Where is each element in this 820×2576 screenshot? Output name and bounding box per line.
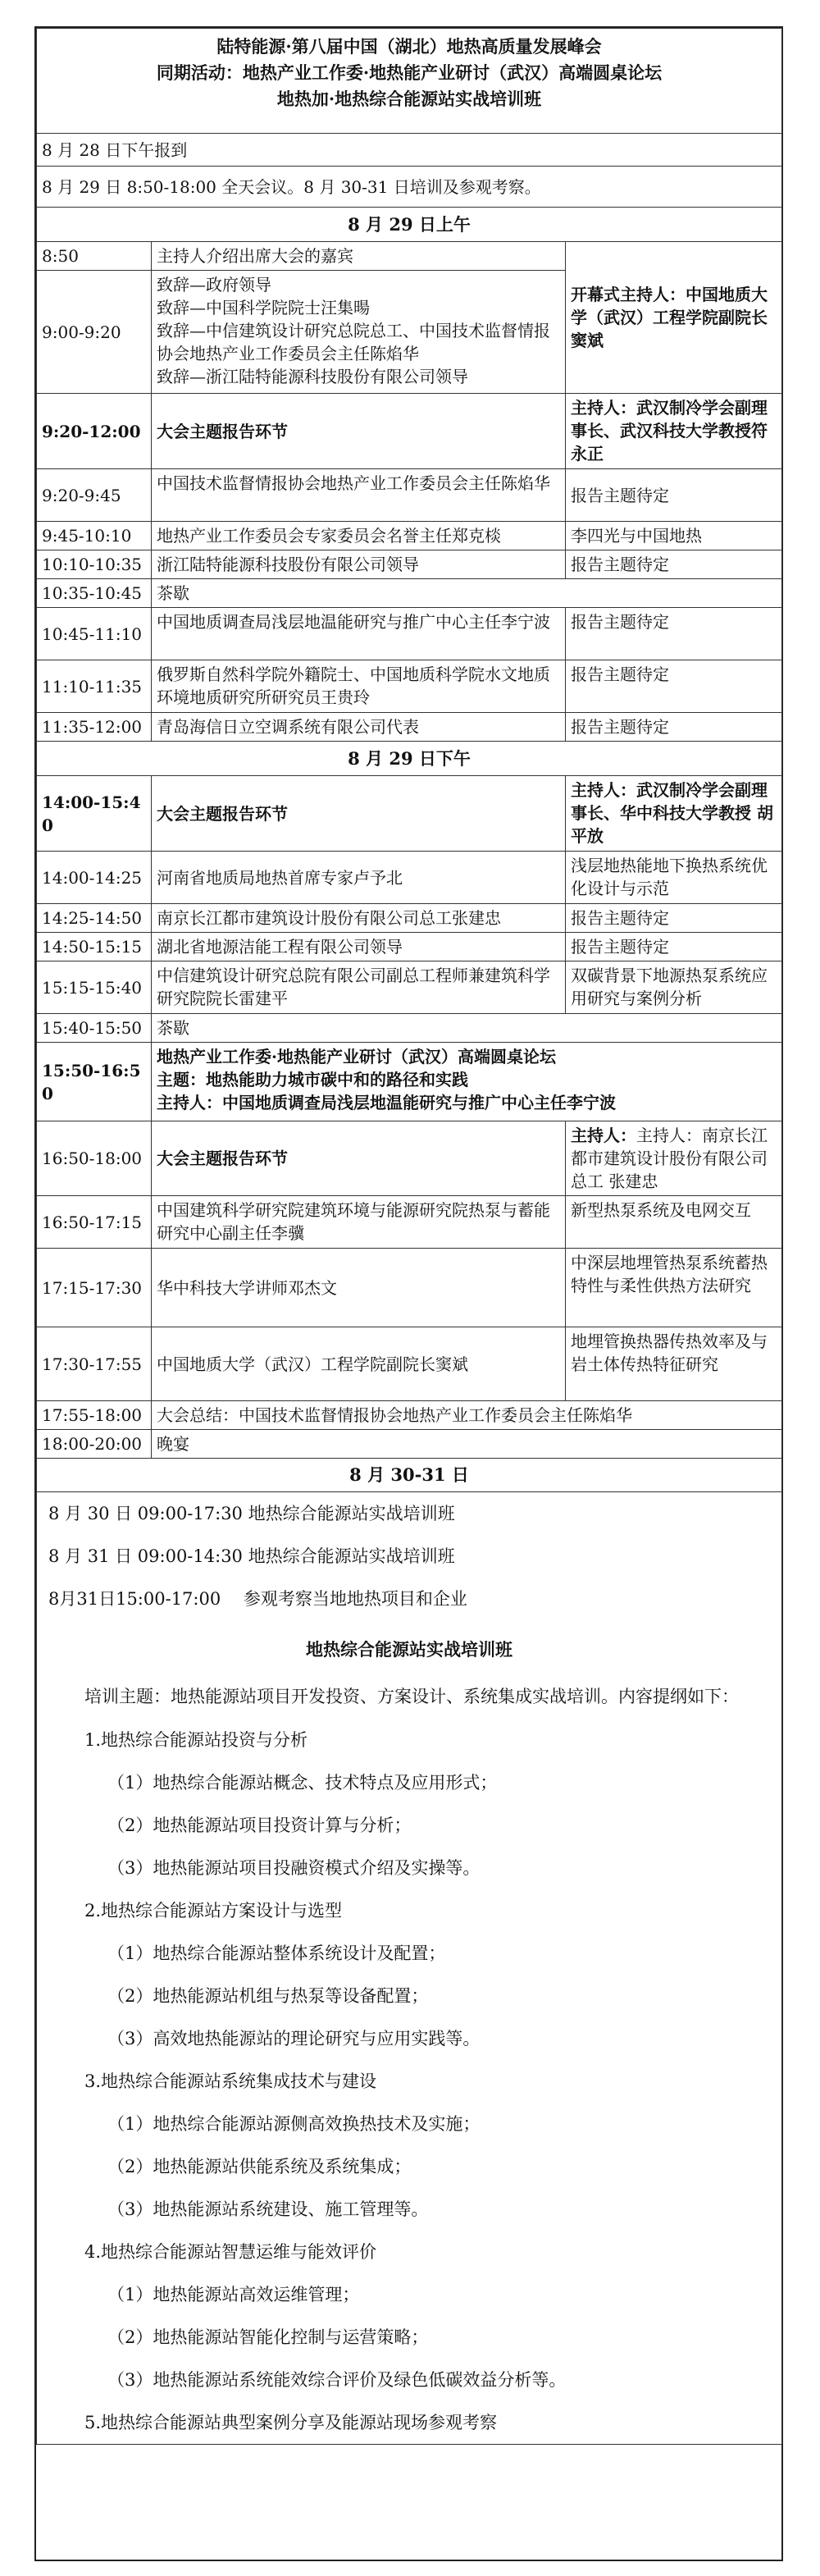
agenda-table — [36, 28, 782, 2445]
content-cell: 大会主题报告环节 — [152, 394, 566, 469]
agenda-document — [34, 26, 783, 2561]
topic-cell: 新型热泵系统及电网交互 — [566, 1196, 782, 1249]
content-cell: 中国技术监督情报协会地热产业工作委员会主任陈焰华 — [152, 469, 566, 522]
content-cell: 河南省地质局地热首席专家卢予北 — [152, 852, 566, 904]
content-cell: 致辞—政府领导 致辞—中国科学院院士汪集暘 致辞—中信建筑设计研究总院总工、中国技术监督情报协会地热产业工作委员会主任陈焰华 致辞—浙江陆特能源科技股份有限公司领导 — [152, 271, 566, 394]
time-cell: 14:00-14:25 — [37, 852, 152, 904]
topic-cell: 报告主题待定 — [566, 608, 782, 660]
time-cell: 10:35-10:45 — [37, 579, 152, 608]
outline-item: （3）地热能源站系统建设、施工管理等。 — [107, 2199, 429, 2219]
content-cell: 中国建筑科学研究院建筑环境与能源研究院热泵与蓄能研究中心副主任李骥 — [152, 1196, 566, 1249]
content-cell: 湖北省地源洁能工程有限公司领导 — [152, 933, 566, 961]
content-cell: 俄罗斯自然科学院外籍院士、中国地质科学院水文地质环境地质研究所研究员王贵玲 — [152, 660, 566, 713]
content-cell: 中国地质大学（武汉）工程学院副院长窦斌 — [152, 1327, 566, 1401]
forum-theme: 主题：地热能助力城市碳中和的路径和实践 — [157, 1070, 468, 1089]
topic-cell: 报告主题待定 — [566, 469, 782, 522]
outline-item: （2）地热能源站项目投资计算与分析； — [107, 1816, 412, 1835]
outline-item: （3）地热能源站项目投融资模式介绍及实操等。 — [107, 1858, 481, 1878]
topic-cell: 报告主题待定 — [566, 904, 782, 933]
content-cell: 地热产业工作委员会专家委员会名誉主任郑克棪 — [152, 522, 566, 550]
training-intro: 培训主题：地热能源站项目开发投资、方案设计、系统集成实战培训。内容提纲如下： — [84, 1687, 739, 1706]
content-cell: 茶歇 — [152, 579, 782, 608]
time-cell: 14:00-15:40 — [37, 776, 152, 852]
schedule-line: 8月31日15:00-17:00 参观考察当地地热项目和企业 — [48, 1589, 467, 1609]
time-cell: 14:25-14:50 — [37, 904, 152, 933]
time-cell: 16:50-18:00 — [37, 1121, 152, 1196]
topic-cell: 报告主题待定 — [566, 550, 782, 579]
content-cell: 大会总结：中国技术监督情报协会地热产业工作委员会主任陈焰华 — [152, 1401, 782, 1430]
forum-title: 地热产业工作委·地热能产业研讨（武汉）高端圆桌论坛 — [157, 1047, 556, 1066]
time-cell: 9:20-9:45 — [37, 469, 152, 522]
content-cell: 中国地质调查局浅层地温能研究与推广中心主任李宁波 — [152, 608, 566, 660]
outline-item: （2）地热能源站机组与热泵等设备配置； — [107, 1986, 429, 2006]
outline-item: （2）地热能源站智能化控制与运营策略； — [107, 2327, 429, 2347]
time-cell: 10:45-11:10 — [37, 608, 152, 660]
time-cell: 15:15-15:40 — [37, 961, 152, 1014]
header-subtitle: 同期活动：地热产业工作委·地热能产业研讨（武汉）高端圆桌论坛 — [156, 62, 663, 83]
content-cell: 主持人介绍出席大会的嘉宾 — [152, 242, 566, 271]
forum-host: 主持人：中国地质调查局浅层地温能研究与推广中心主任李宁波 — [157, 1093, 616, 1112]
header-cell — [37, 29, 782, 134]
topic-cell: 李四光与中国地热 — [566, 522, 782, 550]
time-cell: 9:45-10:10 — [37, 522, 152, 550]
content-cell: 南京长江都市建筑设计股份有限公司总工张建忠 — [152, 904, 566, 933]
time-cell: 9:20-12:00 — [37, 394, 152, 469]
schedule-line: 8 月 31 日 09:00-14:30 地热综合能源站实战培训班 — [48, 1546, 455, 1566]
content-cell: 浙江陆特能源科技股份有限公司领导 — [152, 550, 566, 579]
topic-cell: 报告主题待定 — [566, 660, 782, 713]
outline-item: （1）地热综合能源站源侧高效换热技术及实施； — [107, 2114, 481, 2134]
topic-cell: 中深层地埋管热泵系统蓄热特性与柔性供热方法研究 — [566, 1249, 782, 1327]
time-cell: 10:10-10:35 — [37, 550, 152, 579]
outline-item: （3）地热能源站系统能效综合评价及绿色低碳效益分析等。 — [107, 2370, 567, 2390]
outline-heading: 2.地热综合能源站方案设计与选型 — [84, 1901, 343, 1921]
conference-note: 8 月 29 日 8:50-18:00 全天会议。8 月 30-31 日培训及参观考察。 — [37, 167, 782, 208]
time-cell: 8:50 — [37, 242, 152, 271]
content-cell: 茶歇 — [152, 1014, 782, 1043]
host-note: 主持人：武汉制冷学会副理事长、华中科技大学教授 胡平放 — [566, 776, 782, 852]
time-cell: 17:15-17:30 — [37, 1249, 152, 1327]
section-title-training: 8 月 30-31 日 — [37, 1459, 782, 1492]
content-cell: 青岛海信日立空调系统有限公司代表 — [152, 713, 566, 742]
content-cell: 中信建筑设计研究总院有限公司副总工程师兼建筑科学研究院院长雷建平 — [152, 961, 566, 1014]
time-cell: 14:50-15:15 — [37, 933, 152, 961]
outline-heading: 1.地热综合能源站投资与分析 — [84, 1730, 308, 1750]
host-note: 主持人：主持人：南京长江都市建筑设计股份有限公司总工 张建忠 — [566, 1121, 782, 1196]
content-cell: 大会主题报告环节 — [152, 1121, 566, 1196]
outline-item: （2）地热能源站供能系统及系统集成； — [107, 2157, 412, 2176]
time-cell: 15:40-15:50 — [37, 1014, 152, 1043]
outline-item: （1）地热能源站高效运维管理； — [107, 2285, 360, 2304]
content-cell: 华中科技大学讲师邓杰文 — [152, 1249, 566, 1327]
header-title: 陆特能源·第八届中国（湖北）地热高质量发展峰会 — [216, 36, 602, 57]
time-cell: 18:00-20:00 — [37, 1430, 152, 1459]
topic-cell: 双碳背景下地源热泵系统应用研究与案例分析 — [566, 961, 782, 1014]
header-training: 地热加·地热综合能源站实战培训班 — [276, 89, 542, 109]
forum-cell — [152, 1043, 782, 1121]
outline-item: （1）地热综合能源站整体系统设计及配置； — [107, 1943, 446, 1963]
registration-note: 8 月 28 日下午报到 — [37, 134, 782, 167]
training-title: 地热综合能源站实战培训班 — [306, 1639, 512, 1660]
section-title-am: 8 月 29 日上午 — [37, 208, 782, 242]
section-title-pm: 8 月 29 日下午 — [37, 742, 782, 776]
time-cell: 17:30-17:55 — [37, 1327, 152, 1401]
content-cell: 晚宴 — [152, 1430, 782, 1459]
time-cell: 17:55-18:00 — [37, 1401, 152, 1430]
host-note: 主持人：武汉制冷学会副理事长、武汉科技大学教授符永正 — [566, 394, 782, 469]
time-cell: 16:50-17:15 — [37, 1196, 152, 1249]
outline-heading: 4.地热综合能源站智慧运维与能效评价 — [84, 2242, 377, 2262]
host-name: 主持人：南京长江都市建筑设计股份有限公司总工 张建忠 — [571, 1126, 768, 1191]
outline-item: （3）高效地热能源站的理论研究与应用实践等。 — [107, 2029, 481, 2048]
outline-heading: 3.地热综合能源站系统集成技术与建设 — [84, 2071, 377, 2091]
schedule-line: 8 月 30 日 09:00-17:30 地热综合能源站实战培训班 — [48, 1504, 455, 1523]
topic-cell: 报告主题待定 — [566, 933, 782, 961]
topic-cell: 报告主题待定 — [566, 713, 782, 742]
time-cell: 11:10-11:35 — [37, 660, 152, 713]
topic-cell: 地埋管换热器传热效率及与岩土体传热特征研究 — [566, 1327, 782, 1401]
content-cell: 大会主题报告环节 — [152, 776, 566, 852]
time-cell: 15:50-16:50 — [37, 1043, 152, 1121]
time-cell: 11:35-12:00 — [37, 713, 152, 742]
topic-cell: 浅层地热能地下换热系统优化设计与示范 — [566, 852, 782, 904]
host-note: 开幕式主持人：中国地质大学（武汉）工程学院副院长窦斌 — [566, 242, 782, 394]
outline-item: （1）地热综合能源站概念、技术特点及应用形式； — [107, 1773, 498, 1793]
training-body — [37, 1492, 782, 2445]
outline-heading: 5.地热综合能源站典型案例分享及能源站现场参观考察 — [84, 2413, 498, 2432]
time-cell: 9:00-9:20 — [37, 271, 152, 394]
